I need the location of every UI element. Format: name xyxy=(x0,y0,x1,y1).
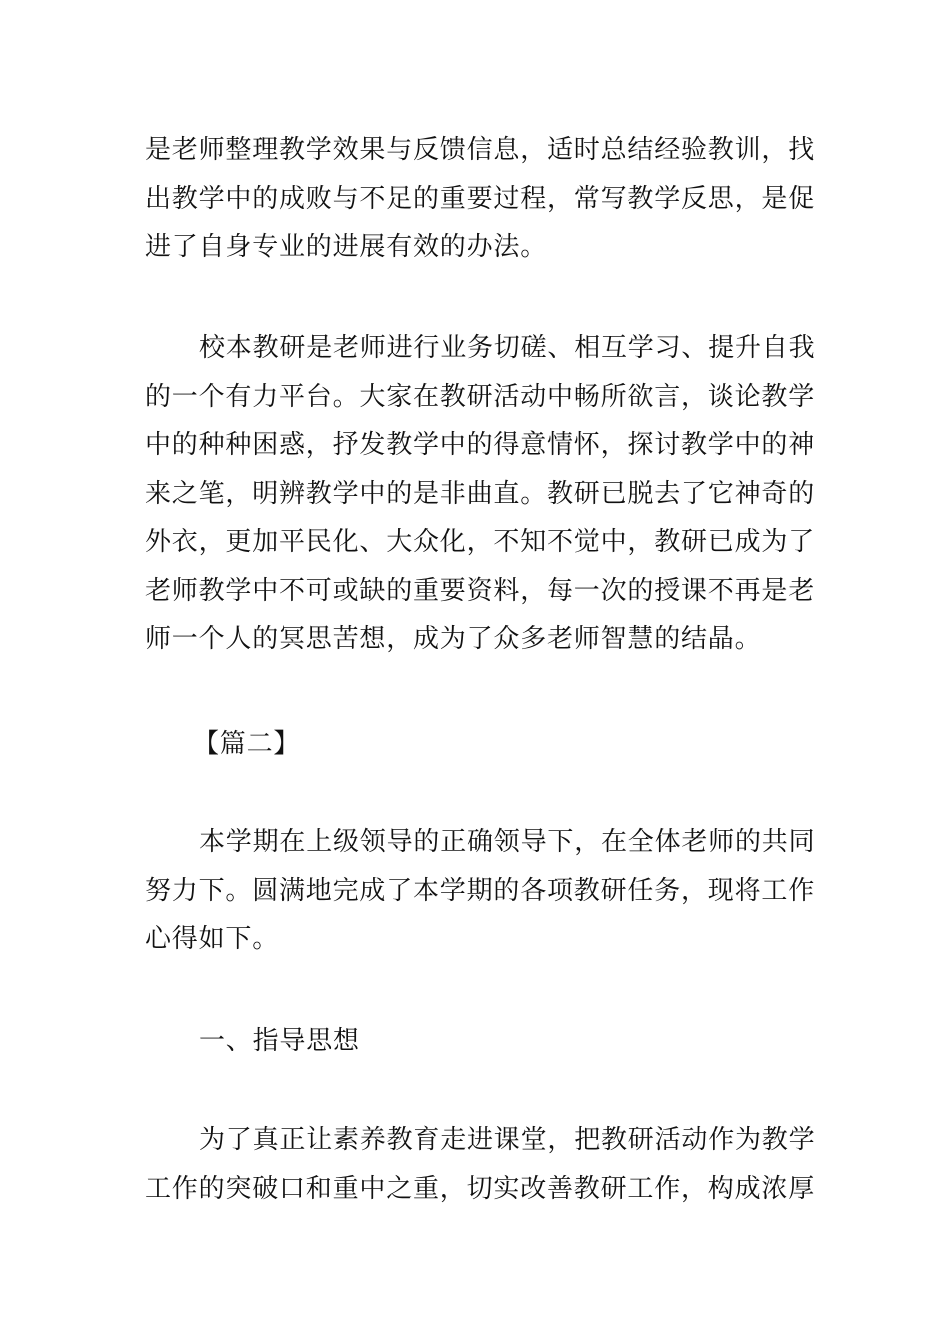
text-line: 为了真正让素养教育走进课堂，把教研活动作为教学 xyxy=(199,1125,816,1155)
section-heading-part-two xyxy=(145,720,810,769)
text-line: 出教学中的成败与不足的重要过程，常写教学反思，是促 xyxy=(145,183,816,214)
text-line: 来之笔，明辨教学中的是非曲直。教研已脱去了它神奇的 xyxy=(145,478,816,509)
text-line: 本学期在上级领导的正确领导下，在全体老师的共同 xyxy=(199,827,816,857)
text-line: 老师教学中不可或缺的重要资料，每一次的授课不再是老 xyxy=(145,575,816,606)
paragraph-reflection xyxy=(145,126,816,272)
text-line: 的一个有力平台。大家在教研活动中畅所欲言，谈论教学 xyxy=(145,381,816,412)
text-line: 是老师整理教学效果与反馈信息，适时总结经验教训，找 xyxy=(145,135,816,165)
text-line: 一、指导思想 xyxy=(199,1026,360,1056)
paragraph-quality-education xyxy=(145,1116,816,1213)
text-line: 努力下。圆满地完成了本学期的各项教研任务，现将工作 xyxy=(145,875,816,906)
text-line: 工作的突破口和重中之重，切实改善教研工作，构成浓厚 xyxy=(145,1173,816,1204)
section-heading-guiding-thought xyxy=(145,1017,810,1066)
text-line: 中的种种困惑，抒发教学中的得意情怀，探讨教学中的神 xyxy=(145,430,816,460)
text-line: 外衣，更加平民化、大众化，不知不觉中，教研已成为了 xyxy=(145,527,816,557)
text-line: 师一个人的冥思苦想，成为了众多老师智慧的结晶。 xyxy=(145,624,762,654)
text-line: 【篇二】 xyxy=(193,729,301,759)
paragraph-semester-summary xyxy=(145,818,816,964)
text-line: 进了自身专业的进展有效的办法。 xyxy=(145,232,548,262)
text-line: 心得如下。 xyxy=(145,924,280,954)
text-line: 校本教研是老师进行业务切磋、相互学习、提升自我 xyxy=(199,333,816,363)
paragraph-school-research xyxy=(145,324,816,664)
